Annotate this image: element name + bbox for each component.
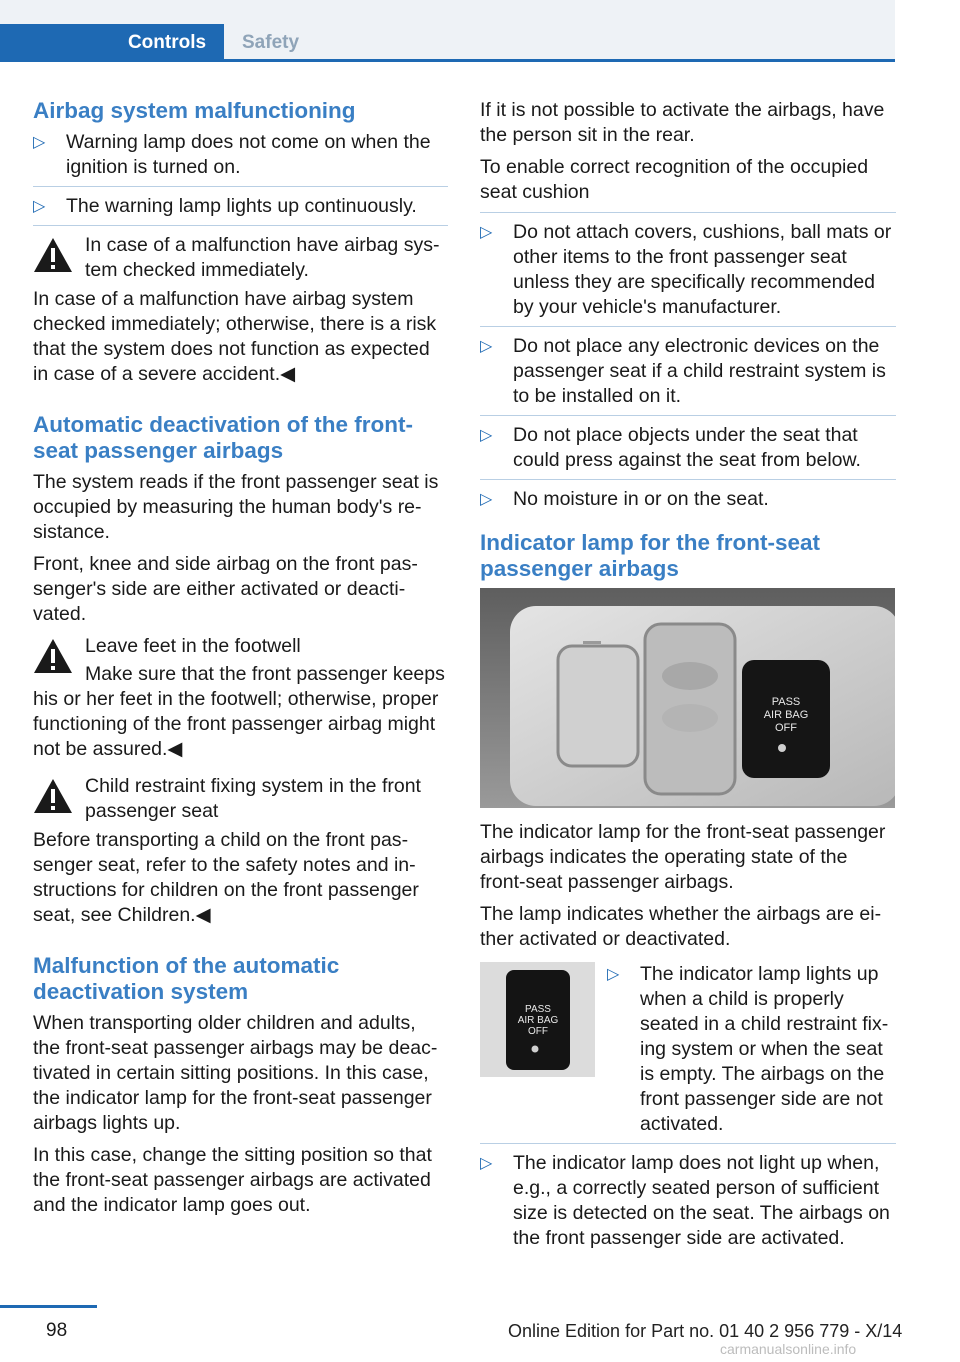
footer-rule <box>0 1305 97 1308</box>
paragraph: When transporting older children and adults, the front-seat passenger airbags may be deactivated in certain sitting positions. In this case, the indicator lamp for the front-seat passenger airbags lights up. <box>33 1012 438 1134</box>
divider <box>480 212 896 213</box>
pass-airbag-off-lamp <box>480 962 595 1077</box>
indicator-note <box>480 962 896 1137</box>
divider <box>480 415 896 416</box>
triangle-bullet-icon: ▷ <box>480 338 493 355</box>
section-title-deactivation-malfunction: Malfunction of the automatic deactivation system <box>33 953 340 1004</box>
list-item: ▷ Warning lamp does not come on when the ignition is turned on. <box>33 131 431 178</box>
triangle-bullet-icon: ▷ <box>607 966 620 983</box>
triangle-bullet-icon: ▷ <box>480 491 493 508</box>
lamp-label: PASS <box>771 696 801 708</box>
warning-triangle-icon <box>33 237 73 273</box>
warning-note: Child restraint fixing system in the front passenger seat <box>33 774 448 824</box>
header-rule <box>0 59 895 62</box>
list-item: ▷ No moisture in or on the seat. <box>480 488 769 510</box>
edition-text: Online Edition for Part no. 01 40 2 956 779 - X/14 <box>508 1321 903 1341</box>
list-item: ▷ Do not attach covers, cushions, ball mats or other items to the front passenger seat unless they are specifically recommended by your vehicle's manufacturer. <box>480 221 892 318</box>
warning-body: In case of a malfunction have airbag system checked immediately; otherwise, there is a risk that the system does not function as expected in case of a severe accident.◀ <box>33 288 437 385</box>
section-title-automatic-deactivation: Automatic deactivation of the front-seat passenger airbags <box>33 412 414 463</box>
lamp-label: PASS <box>525 1004 551 1015</box>
divider <box>33 186 448 187</box>
paragraph: The lamp indicates whether the airbags are either activated or deactivated. <box>480 903 882 950</box>
warning-note: In case of a malfunction have airbag system checked immediately. <box>33 233 448 283</box>
triangle-bullet-icon: ▷ <box>480 1155 493 1172</box>
airbag-person-icon <box>778 744 786 752</box>
list-item: ▷ The indicator lamp lights up when a child is properly seated in a child restraint fixing system or when the seat is empty. The airbags on the front passenger side are not activated. <box>607 963 889 1135</box>
list-item: ▷ The warning lamp lights up continuously. <box>33 195 417 217</box>
right-column <box>480 98 896 1251</box>
tab-safety[interactable]: Safety <box>242 32 300 53</box>
list-item: ▷ Do not place objects under the seat that could press against the seat from below. <box>480 424 861 471</box>
lamp-label: AIR BAG <box>517 1015 559 1026</box>
paragraph: Front, knee and side airbag on the front passenger's side are either activated or deactivated. <box>33 553 418 625</box>
warning-body: Make sure that the front passenger keeps his or her feet in the footwell; otherwise, proper functioning of the front passenger airbag might not be assured.◀ <box>33 663 445 760</box>
paragraph: The indicator lamp for the front-seat passenger airbags indicates the operating state of the front-seat passenger airbags. <box>480 821 886 893</box>
tab-controls[interactable]: Controls <box>0 24 224 62</box>
triangle-bullet-icon: ▷ <box>33 134 46 151</box>
page-number: 98 <box>46 1320 68 1341</box>
divider <box>480 326 896 327</box>
section-title-indicator-lamp: Indicator lamp for the front-seat passenger airbags <box>480 530 821 581</box>
paragraph: If it is not possible to activate the airbags, have the person sit in the rear. <box>480 99 885 146</box>
triangle-bullet-icon: ▷ <box>480 224 493 241</box>
warning-body: Before transporting a child on the front passenger seat, refer to the safety notes and instructions for children on the front passenger seat, see Children.◀ <box>33 829 419 926</box>
warning-note: Leave feet in the footwell <box>33 634 448 659</box>
divider <box>480 479 896 480</box>
watermark: carmanualsonline.info <box>720 1341 857 1357</box>
list-item: ▷ Do not place any electronic devices on the passenger seat if a child restraint system is to be installed on it. <box>480 335 886 407</box>
header-bar <box>0 0 895 62</box>
warning-triangle-icon <box>33 778 73 814</box>
list-item: ▷ The indicator lamp does not light up when, e.g., a correctly seated person of sufficient size is detected on the seat. The airbags on the front passenger side are activated. <box>480 1152 890 1249</box>
lamp-label: OFF <box>775 722 797 734</box>
section-title-airbag-malfunction: Airbag system malfunctioning <box>33 98 356 123</box>
divider <box>480 1143 896 1144</box>
console-photo <box>480 588 895 808</box>
paragraph: The system reads if the front passenger seat is occupied by measuring the human body's resistance. <box>33 471 439 543</box>
paragraph: To enable correct recognition of the occupied seat cushion <box>480 156 869 203</box>
airbag-person-icon <box>532 1046 539 1053</box>
lamp-label: AIR BAG <box>763 709 809 721</box>
left-column <box>33 98 448 1225</box>
lamp-label: OFF <box>528 1026 548 1037</box>
triangle-bullet-icon: ▷ <box>33 198 46 215</box>
warning-triangle-icon <box>33 638 73 674</box>
triangle-bullet-icon: ▷ <box>480 427 493 444</box>
paragraph: In this case, change the sitting position so that the front-seat passenger airbags are activated and the indicator lamp goes out. <box>33 1144 432 1216</box>
divider <box>33 225 448 226</box>
